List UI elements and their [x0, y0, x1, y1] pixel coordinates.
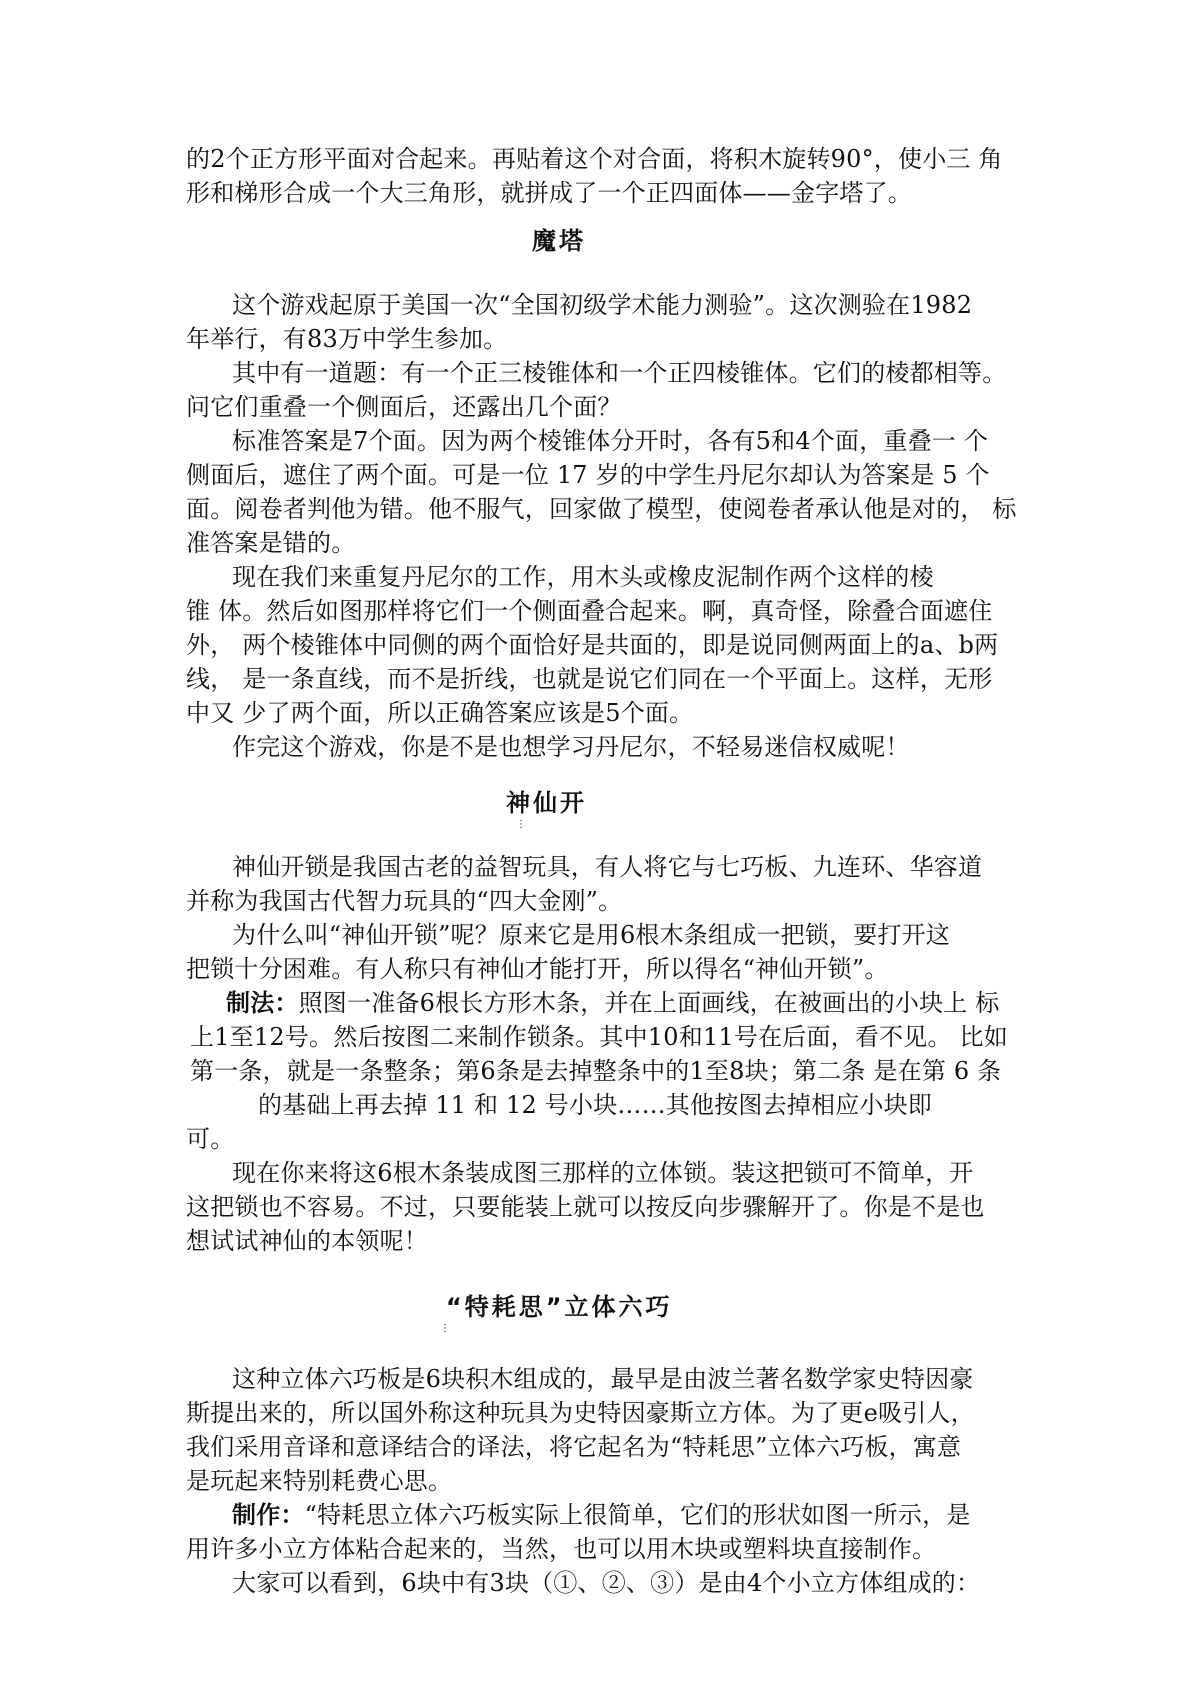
section-title-shenxiankai: 神仙开	[506, 789, 587, 817]
intro-line-1: 的2个正方形平面对合起来。再贴着这个对合面，将积木旋转90°，使小三 角	[186, 145, 1003, 173]
mota-line-3: 其中有一道题：有一个正三棱锥体和一个正四棱锥体。它们的棱都相等。	[232, 359, 1007, 387]
shenxian-line-1: 神仙开锁是我国古老的益智玩具，有人将它与七巧板、九连环、华容道	[232, 853, 983, 881]
shenxian-line-8: 的基础上再去掉 11 和 12 号小块……其他按图去掉相应小块即	[258, 1091, 932, 1119]
mota-line-2: 年举行，有83万中学生参加。	[186, 325, 508, 353]
tehaosi-line-5	[232, 1498, 970, 1532]
intro-line-2: 形和梯形合成一个大三角形，就拼成了一个正四面体——金字塔了。	[186, 179, 912, 207]
tehaosi-line-6: 用许多小立方体粘合起来的，当然，也可以用木块或塑料块直接制作。	[186, 1535, 937, 1563]
mota-line-1: 这个游戏起原于美国一次“全国初级学术能力测验”。这次测验在1982	[232, 291, 973, 319]
tehaosi-line-4: 是玩起来特别耗费心思。	[186, 1467, 453, 1495]
shenxian-line-10: 现在你来将这6根木条装成图三那样的立体锁。装这把锁可不简单，开	[232, 1159, 974, 1187]
tehaosi-line-5-text: “特耗思立体六巧板实际上很简单，它们的形状如图一所示，是	[304, 1501, 971, 1529]
mota-line-12: 线， 是一条直线，而不是折线，也就是说它们同在一个平面上。这样，无形	[186, 665, 993, 693]
shenxian-line-5-text: 照图一准备6根长方形木条，并在上面画线，在被画出的小块上 标	[298, 989, 1000, 1017]
section-title-mota: 魔塔	[532, 227, 586, 255]
shenxian-line-9: 可。	[186, 1125, 235, 1153]
mota-line-13: 中又 少了两个面，所以正确答案应该是5个面。	[186, 699, 694, 727]
mota-line-14: 作完这个游戏，你是不是也想学习丹尼尔，不轻易迷信权威呢！	[232, 733, 910, 761]
shenxian-line-3: 为什么叫“神仙开锁”呢？原来它是用6根木条组成一把锁，要打开这	[232, 921, 951, 949]
mota-line-11: 外， 两个棱锥体中同侧的两个面恰好是共面的，即是说同侧两面上的a、b两	[186, 631, 999, 659]
tehaosi-line-2: 斯提出来的，所以国外称这种玩具为史特因豪斯立方体。为了更e吸引人，	[186, 1399, 975, 1427]
mota-line-9: 现在我们来重复丹尼尔的工作，用木头或橡皮泥制作两个这样的棱	[232, 563, 934, 591]
make-lead-label: 制作：	[232, 1501, 305, 1529]
shenxian-line-7: 第一条，就是一条整条；第6条是去掉整条中的1至8块；第二条 是在第 6 条	[190, 1057, 1002, 1085]
mota-line-4: 问它们重叠一个侧面后，还露出几个面？	[186, 393, 622, 421]
shenxian-line-6: 上1至12号。然后按图二来制作锁条。其中10和11号在后面，看不见。 比如	[190, 1023, 1008, 1051]
shenxian-line-2: 并称为我国古代智力玩具的“四大金刚”。	[186, 887, 623, 915]
mota-line-7: 面。阅卷者判他为错。他不服气，回家做了模型，使阅卷者承认他是对的， 标	[186, 495, 1017, 523]
shenxian-line-11: 这把锁也不容易。不过，只要能装上就可以按反向步骤解开了。你是不是也	[186, 1193, 985, 1221]
section-title-tehaosi: “特耗思”立体六巧	[446, 1293, 673, 1321]
tehaosi-line-1: 这种立体六巧板是6块积木组成的，最早是由波兰著名数学家史特因豪	[232, 1365, 974, 1393]
shenxian-line-5	[226, 986, 1000, 1020]
shenxian-line-4: 把锁十分困难。有人称只有神仙才能打开，所以得名“神仙开锁”。	[186, 955, 889, 983]
mota-line-10: 锥 体。然后如图那样将它们一个侧面叠合起来。啊，真奇怪，除叠合面遮住	[186, 597, 993, 625]
mota-line-8: 准答案是错的。	[186, 529, 356, 557]
tehaosi-line-7: 大家可以看到，6块中有3块（①、②、③）是由4个小立方体组成的：	[232, 1569, 981, 1597]
tehaosi-line-3: 我们采用音译和意译结合的译法，将它起名为“特耗思”立体六巧板，寓意	[186, 1433, 962, 1461]
method-lead-label: 制法：	[226, 989, 299, 1017]
title-underline-dots-2: ⋮	[440, 1323, 450, 1334]
mota-line-5: 标准答案是7个面。因为两个棱锥体分开时，各有5和4个面，重叠一 个	[232, 427, 989, 455]
shenxian-line-12: 想试试神仙的本领呢！	[186, 1227, 428, 1255]
title-underline-dots: ⋮	[516, 819, 526, 830]
mota-line-6: 侧面后，遮住了两个面。可是一位 17 岁的中学生丹尼尔却认为答案是 5 个	[186, 461, 990, 489]
